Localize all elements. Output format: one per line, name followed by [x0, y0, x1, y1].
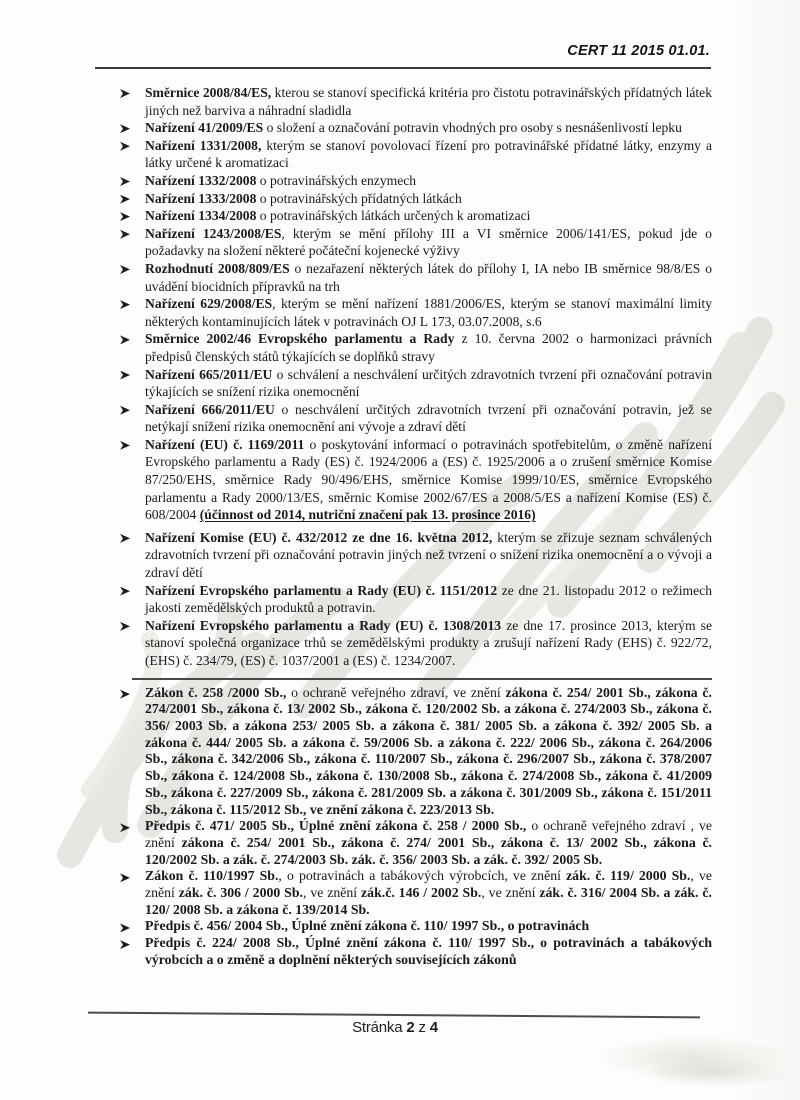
list-item — [120, 330, 712, 365]
list-item — [120, 84, 712, 119]
text-run: zák.č. 146 / 2002 Sb. — [361, 885, 482, 901]
list-item — [120, 685, 712, 819]
text-run: o složení a označování potravin vhodných pro osoby s nesnášenlivostí lepku — [263, 120, 682, 136]
text-run: Nařízení 1333/2008 — [145, 190, 257, 206]
text-run: kterým se stanoví povolovací řízení pro potravinářské přídatné látky, enzymy a látky určené k aromatizaci — [145, 137, 712, 171]
text-run: Zákon č. 258 /2000 Sb., — [145, 684, 287, 700]
item-text — [145, 119, 712, 137]
text-run: o potravinářských přídatných látkách — [256, 190, 462, 206]
text-run: , ve znění — [481, 885, 540, 901]
bullet-arrow-icon — [120, 918, 145, 932]
item-text — [145, 685, 712, 819]
text-run: o ochraně veřejného zdraví, ve znění — [286, 684, 506, 700]
list-item — [120, 207, 712, 225]
text-run: , o potravinách a tabákových výrobcích, ve znění — [278, 868, 567, 884]
list-item — [120, 401, 712, 436]
list-section — [120, 84, 712, 670]
text-run: (účinnost od 2014, nutriční značení pak 13. prosince 2016) — [199, 507, 536, 523]
bullet-arrow-icon — [120, 172, 145, 186]
bullet-arrow-icon — [120, 295, 145, 309]
text-run: Nařízení 1332/2008 — [145, 172, 257, 188]
text-run: Nařízení Evropského parlamentu a Rady (EU) č. 1151/2012 — [145, 582, 498, 598]
text-run: Směrnice 2008/84/ES, — [145, 85, 272, 100]
text-run: o potravinářských látkách určených k aromatizaci — [256, 208, 531, 224]
text-run: zákona č. 254/ 2001 Sb., zákona č. 274/ 2001 Sb., zákona č. 13/ 2002 Sb., zákona č. 120/2002 Sb. a zák. č. 274/2003 Sb. zák. č. 356/ 2003 Sb. a zák. č. 392/ 2005 Sb. — [145, 834, 713, 867]
list-item — [120, 529, 712, 582]
bullet-arrow-icon — [120, 529, 145, 543]
text-run: kterým se zřizuje seznam schválených zdravotních tvrzení při označování potravin jiných než tvrzení o snížení rizika onemocnění a o vývoji a zdraví dětí — [145, 529, 712, 581]
item-text — [145, 582, 712, 617]
bullet-arrow-icon — [120, 330, 145, 344]
bullet-arrow-icon — [120, 935, 145, 949]
list-item — [120, 918, 712, 935]
text-run: zákona č. 254/ 2001 Sb., zákona č. 274/2001 Sb., zákona č. 13/ 2002 Sb., zákona č. 120/2002 Sb. a zákona č. 274/2003 Sb., zákona č. 356/ 2003 Sb. a zákona 253/ 2005 Sb. a zákona č. 381/ 2005 Sb. a zákona č. 392/ 2005 Sb. a zákona č. 444/ 2005 Sb. a zákona č. 59/2006 Sb. a zákona č. 222/ 2006 Sb., zákona č. 264/2006 Sb., zákona č. 342/2006 Sb., zákona č. 110/2007 Sb., zákona č. 296/2007 Sb., zákona č. 378/2007 Sb., zákona č. 124/2008 Sb., zákona č. 130/2008 Sb., zákona č. 274/2008 Sb., zákona č. 41/2009 Sb., zákona č. 227/2009 Sb., zákona č. 281/2009 Sb. a zákona č. 301/2009 Sb., zákona č. 151/2011 Sb., zákona č. 115/2012 Sb., ve znění zákona č. 223/2013 Sb. — [145, 684, 713, 817]
text-run: Nařízení 666/2011/EU — [145, 401, 275, 417]
text-run: zák. č. 119/ 2000 Sb. — [566, 868, 691, 884]
item-text — [145, 137, 712, 172]
text-run: 4 — [429, 1019, 438, 1036]
bullet-arrow-icon — [120, 436, 145, 450]
item-text — [145, 436, 712, 524]
item-text — [145, 401, 712, 436]
bullet-arrow-icon — [120, 868, 145, 882]
list-item — [120, 190, 712, 208]
bullet-arrow-icon — [120, 617, 145, 631]
text-run: Nařízení 1334/2008 — [145, 208, 257, 224]
item-text — [145, 330, 712, 365]
bullet-arrow-icon — [120, 366, 145, 380]
bullet-arrow-icon — [120, 137, 145, 151]
text-run: Nařízení 1243/2008/ES — [145, 225, 282, 241]
list-item — [120, 818, 712, 868]
text-run: zák. č. 306 / 2000 Sb. — [178, 885, 303, 901]
text-run: , kterým se mění přílohy III a VI směrnice 2006/141/ES, pokud jde o požadavky na složení některé počáteční kojenecké výživy — [145, 225, 712, 259]
text-run: 2 — [406, 1019, 415, 1036]
item-text — [145, 935, 712, 968]
item-text — [145, 617, 712, 670]
scan-edge-noise — [730, 0, 800, 1100]
text-run: kterou se stanoví specifická kritéria pro čistotu potravinářských přídatných látek jiných než barviva a náhradní sladidla — [145, 85, 712, 118]
text-run: o potravinářských enzymech — [256, 172, 417, 188]
text-run: , kterým se mění nařízení 1881/2006/ES, kterým se stanoví maximální limity některých kontaminujících látek v potravinách OJ L 173, 03.07.2008, s.6 — [145, 296, 712, 329]
text-run: Nařízení (EU) č. 1169/2011 — [145, 436, 305, 452]
text-run: Nařízení 629/2008/ES — [145, 296, 273, 312]
text-run: , ve znění — [302, 885, 362, 901]
list-item — [120, 935, 712, 968]
bullet-arrow-icon — [120, 207, 145, 221]
list-item — [120, 617, 712, 670]
bullet-arrow-icon — [120, 685, 145, 699]
text-run: Nařízení Komise (EU) č. 432/2012 ze dne 16. května 2012, — [145, 529, 493, 545]
text-run: ze dne 21. listopadu 2012 o režimech jakosti zemědělských produktů a potravin. — [145, 582, 712, 616]
text-run: Nařízení 665/2011/EU — [145, 366, 273, 382]
text-run: , ve znění — [145, 868, 712, 901]
list-item — [120, 868, 712, 918]
footer-rule — [88, 1012, 700, 1019]
item-text — [145, 366, 712, 401]
text-run: Nařízení 1331/2008, — [145, 137, 262, 153]
section-separator — [132, 678, 712, 680]
list-item — [120, 295, 712, 330]
bullet-arrow-icon — [120, 582, 145, 596]
text-run: Předpis č. 224/ 2008 Sb., Úplné znění zákona č. 110/ 1997 Sb., o potravinách a tabákových výrobcích a o změně a doplnění některých souvisejících zákonů — [145, 935, 712, 967]
bullet-arrow-icon — [120, 190, 145, 204]
text-run: ze dne 17. prosince 2013, kterým se stanoví společná organizace trhů se zemědělskými produkty a zrušují nařízení Rady (EHS) č. 922/72, (EHS) č. 234/79, (ES) č. 1037/2001 a (ES) č. 1234/2007. — [145, 617, 712, 668]
text-run: Předpis č. 471/ 2005 Sb., Úplné znění zákona č. 258 / 2000 Sb., — [145, 818, 527, 834]
text-run: Nařízení 41/2009/ES — [145, 120, 264, 136]
scan-smudge — [640, 1058, 790, 1088]
list-item — [120, 137, 712, 172]
text-run: o neschválení určitých zdravotních tvrzení při označování potravin, jež se netýkají snížení rizika onemocnění ani vývoje a zdraví dětí — [145, 401, 712, 435]
bullet-arrow-icon — [120, 225, 145, 239]
item-text — [145, 225, 712, 260]
list-item — [120, 260, 712, 295]
text-run: Stránka — [352, 1019, 407, 1036]
list-item — [120, 366, 712, 401]
bullet-arrow-icon — [120, 84, 145, 98]
list-item — [120, 119, 712, 137]
item-text — [145, 260, 712, 295]
item-text — [145, 172, 712, 190]
text-run: o nezařazení některých látek do přílohy I, IA nebo IB směrnice 98/8/ES o uvádění biocidních přípravků na trh — [145, 260, 712, 294]
text-run: Nařízení Evropského parlamentu a Rady (EU) č. 1308/2013 — [145, 617, 502, 633]
bullet-arrow-icon — [120, 818, 145, 832]
bullet-arrow-icon — [120, 119, 145, 133]
list-item — [120, 582, 712, 617]
text-run: z 10. června 2002 o harmonizaci právních předpisů členských států týkajících se doplňků stravy — [145, 331, 712, 364]
text-run: zák. č. 316/ 2004 Sb. a zák. č. 120/ 2008 Sb. a zákona č. 139/2014 Sb. — [145, 885, 712, 917]
item-text — [145, 529, 712, 582]
text-run: o poskytování informací o potravinách spotřebitelům, o změně nařízení Evropského parlamentu a Rady (ES) č. 1924/2006 a (ES) č. 1925/2006 a o zrušení směrnice Komise 87/250/EHS, směrnice Rady 90/496/EHS, směrnice Komise 1999/10/ES, směrnice Evropského parlamentu a Rady 2000/13/ES, směrnic Komise 2002/67/ES a 2008/5/ES a nařízení Komise (ES) č. 608/2004 — [145, 436, 712, 523]
text-run: Zákon č. 110/1997 Sb. — [145, 868, 279, 884]
item-text — [145, 295, 712, 330]
item-text — [145, 918, 712, 935]
item-text — [145, 868, 712, 918]
item-text — [145, 818, 712, 868]
bullet-list — [120, 84, 712, 969]
bullet-arrow-icon — [120, 260, 145, 274]
list-item — [120, 436, 712, 524]
text-run: Rozhodnutí 2008/809/ES — [145, 260, 290, 276]
item-text — [145, 190, 712, 208]
page-footer-text — [0, 1019, 790, 1036]
item-text — [145, 84, 712, 119]
text-run: Směrnice 2002/46 Evropského parlamentu a Rady — [145, 331, 455, 347]
header-rule — [95, 67, 711, 69]
list-section — [120, 685, 712, 969]
item-text — [145, 207, 712, 225]
bullet-arrow-icon — [120, 401, 145, 415]
list-item — [120, 225, 712, 260]
text-run: o schválení a neschválení určitých zdravotních tvrzení při označování potravin týkajících se snížení rizika onemocnění — [145, 366, 712, 400]
text-run: o ochraně veřejného zdraví , ve znění — [145, 818, 712, 850]
text-run: Předpis č. 456/ 2004 Sb., Úplné znění zákona č. 110/ 1997 Sb., o potravinách — [145, 918, 590, 934]
list-item — [120, 172, 712, 190]
document-code: CERT 11 2015 01.01. — [567, 43, 710, 59]
text-run: z — [414, 1019, 430, 1036]
